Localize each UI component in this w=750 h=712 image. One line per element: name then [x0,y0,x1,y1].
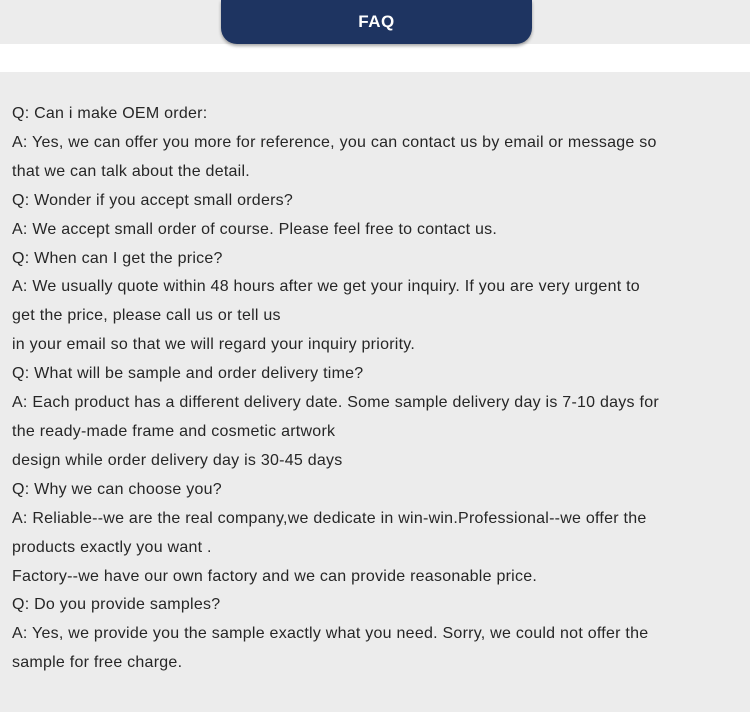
faq-text-block [12,100,740,678]
question-line: Q: Wonder if you accept small orders? [12,191,294,209]
question-line: Q: What will be sample and order delivery time? [12,365,364,383]
answer-line: get the price, please call us or tell us [12,307,281,325]
question-line: Q: When can I get the price? [12,249,223,267]
answer-line: A: Each product has a different delivery date. Some sample delivery day is 7-10 days for [12,394,659,412]
answer-line: in your email so that we will regard your inquiry priority. [12,336,416,354]
answer-line: that we can talk about the detail. [12,162,250,180]
answer-line: A: Yes, we provide you the sample exactly what you need. Sorry, we could not offer the [12,625,649,643]
answer-line: Factory--we have our own factory and we can provide reasonable price. [12,567,538,585]
answer-line: A: Reliable--we are the real company,we dedicate in win-win.Professional--we offer the [12,509,647,527]
answer-line: design while order delivery day is 30-45 days [12,451,343,469]
answer-line: the ready-made frame and cosmetic artwork [12,422,336,440]
faq-header-tab [221,0,532,44]
answer-line: A: We accept small order of course. Please feel free to contact us. [12,220,498,238]
answer-line: A: We usually quote within 48 hours after we get your inquiry. If you are very urgent to [12,278,640,296]
faq-title: FAQ [358,12,395,31]
question-line: Q: Can i make OEM order: [12,105,208,122]
question-line: Q: Why we can choose you? [12,480,222,498]
answer-line: A: Yes, we can offer you more for reference, you can contact us by email or message so [12,133,657,151]
question-line: Q: Do you provide samples? [12,596,221,614]
answer-line: products exactly you want . [12,538,212,556]
answer-line: sample for free charge. [12,654,183,672]
